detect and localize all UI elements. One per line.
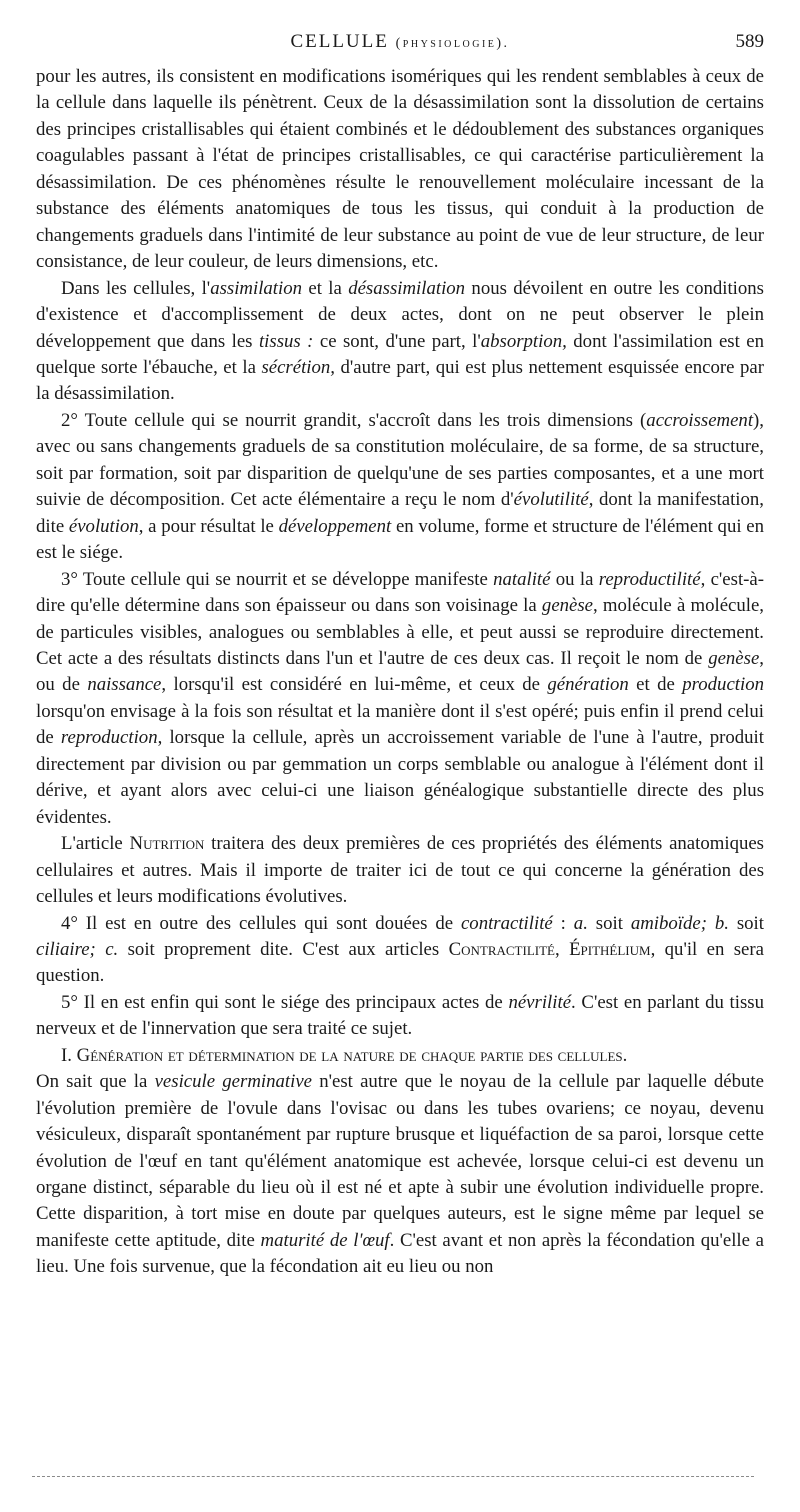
text-run: 4° Il est en outre des cellules qui sont douées de <box>61 912 461 934</box>
text-run: , lorsque la cellule, après un accroissement variable de l'une à l'autre, produit directement par division ou par gemmation un corps semblable ou analogue à l'élément dont il dérive, et ayant alors avec celui-ci une liaison généalogique substantielle directe des plus évidentes. <box>36 727 764 828</box>
text-run: Dans les cellules, l' <box>61 277 211 299</box>
italic-term: accroissement <box>646 409 754 431</box>
italic-term: b. <box>714 912 729 934</box>
text-run: I. <box>61 1044 77 1066</box>
text-run: soit proprement dite. C'est aux articles <box>118 938 449 960</box>
text-run: dont l'assimilation est en quelque sorte l'ébauche, et la <box>36 330 765 378</box>
text-run: , <box>554 938 570 960</box>
page-header <box>36 31 764 59</box>
text-run: , a pour résultat le <box>138 515 279 537</box>
small-caps-term: Génération et détermination de la nature de chaque partie des cellules. <box>76 1044 628 1066</box>
text-run: . C'est avant et non après la fécondation qu'elle a lieu. Une fois survenue, que la fécondation ait eu lieu ou non <box>36 1229 764 1278</box>
section-heading <box>36 1043 764 1069</box>
paragraph <box>36 831 764 910</box>
italic-term: évolutilité <box>513 489 589 511</box>
italic-term: c. <box>105 938 119 960</box>
italic-term: contractilité <box>460 912 553 934</box>
text-run: n'est autre que le noyau de la cellule par laquelle débute l'évolution première de l'ovule dans l'ovisac ou dans les tubes ovariens; ce noyau, devenu vésiculeux, disparaît spontanément par rupture brusque et liquéfaction de sa paroi, lorsque cette évolution de l'œuf en tant qu'élément anatomique est achevée, lorsque celui-ci est devenu un organe distinct, séparable du lieu où il est né et apte à subir une évolution individuelle propre. Cette disparition, à tort mise en doute par quelques auteurs, est le signe même par lequel se manifeste cette aptitude, dite <box>36 1071 764 1251</box>
italic-term: désassimilation <box>348 277 466 299</box>
page-number: 589 <box>735 31 764 52</box>
text-run: traitera des deux premières de ces propriétés des éléments anatomiques cellulaires et autres. Mais il importe de traiter ici de tout ce qui concerne la génération des cellules et leurs modifications évolutives. <box>36 833 764 908</box>
text-run: nous dévoilent en outre les conditions d'existence et d'accomplissement de deux actes, dont on ne peut observer le plein développement que dans les <box>36 277 764 352</box>
italic-term: génération <box>547 674 629 696</box>
paragraph <box>36 64 764 276</box>
paragraph <box>36 408 764 567</box>
text-run: ), avec ou sans changements graduels de sa constitution moléculaire, de sa forme, de sa structure, soit par formation, soit par disparition de quelqu'une de ses parties composantes, et a une mort suivie de décomposition. Cet acte élémentaire a reçu le nom d' <box>36 409 764 511</box>
running-head-title: CELLULE <box>290 31 389 52</box>
text-run: , qu'il en sera question. <box>36 938 764 987</box>
paragraph <box>36 1069 764 1281</box>
text-run: . C'est en parlant du tissu nerveux et de l'innervation que sera traité ce sujet. <box>36 991 765 1040</box>
text-run: lorsqu'on envisage à la fois son résultat et la manière dont il s'est opéré; puis enfin il prend celui de <box>36 700 764 749</box>
text-run: , ou de <box>36 647 764 696</box>
italic-term: production <box>682 674 764 696</box>
text-run: , dont la manifestation, dite <box>36 489 764 537</box>
text-run: , lorsqu'il est considéré en lui-même, et ceux de <box>161 674 548 696</box>
text-run: L'article <box>61 833 130 855</box>
italic-term: genèse <box>541 595 594 617</box>
italic-term: tissus : <box>258 330 314 352</box>
italic-term: absorption, <box>480 330 567 352</box>
italic-term: natalité <box>493 568 551 590</box>
body-text <box>36 64 764 1281</box>
italic-term: ciliaire; <box>36 938 96 960</box>
paragraph <box>36 990 764 1043</box>
running-head <box>36 31 764 53</box>
italic-term: amiboïde; <box>630 912 707 934</box>
text-run: et de <box>628 674 683 696</box>
italic-term: genèse <box>708 647 760 669</box>
text-run: 2° Toute cellule qui se nourrit grandit, s'accroît dans les trois dimensions ( <box>61 409 647 431</box>
text-run: pour les autres, ils consistent en modifications isomériques qui les rendent semblables à ceux de la cellule dans laquelle ils pénètrent. Ceux de la désassimilation sont la dissolution de certains des principes cristallisables qui étaient combinés et le dédoublement des substances organiques coagulables passant à l'état de principes cristallisables, ce qui caractérise particulièrement la désassimilation. De ces phénomènes résulte le renouvellement moléculaire incessant de la substance des éléments anatomiques de tous les tissus, qui conduit à la production de changements graduels dans l'intimité de leur substance au point de vue de leur structure, de leur consistance, de leur couleur, de leurs dimensions, etc. <box>36 66 764 273</box>
text-run: d'autre part, qui est plus nettement esquissée encore par la désassimilation. <box>36 356 764 405</box>
text-run <box>707 913 715 934</box>
italic-term: évolution <box>68 515 139 537</box>
paragraph <box>36 276 764 408</box>
small-caps-term: Épithélium <box>569 938 651 960</box>
italic-term: névrilité <box>508 991 572 1013</box>
text-run: soit <box>728 912 764 934</box>
text-run: On sait que la <box>36 1071 155 1093</box>
italic-term: maturité de l'œuf <box>260 1229 390 1251</box>
small-caps-term: Nutrition <box>129 833 205 855</box>
text-run: , molécule à molécule, de particules visibles, analogues ou semblables à elle, et peut aussi se reproduire directement. Cet acte a des résultats distincts dans l'un et l'autre de ces deux cas. Il reçoit le nom de <box>36 595 765 669</box>
text-run: : <box>552 912 574 934</box>
running-head-subtitle: (physiologie). <box>395 36 510 51</box>
italic-term: reproductilité <box>598 568 701 590</box>
paragraph <box>36 567 764 832</box>
text-run <box>96 939 105 960</box>
italic-term: naissance <box>87 674 162 696</box>
text-run: soit <box>587 912 631 934</box>
italic-term: vesicule germinative <box>154 1071 312 1093</box>
text-run: en volume, forme et structure de l'élément qui en est le siége. <box>36 515 764 564</box>
footer-rule <box>32 1476 754 1477</box>
italic-term: sécrétion, <box>261 356 335 378</box>
italic-term: développement <box>278 515 392 537</box>
text-run: ou la <box>550 568 599 590</box>
text-run: , c'est-à-dire qu'elle détermine dans son épaisseur ou dans son voisinage la <box>36 568 765 617</box>
italic-term: assimilation <box>210 277 303 299</box>
small-caps-term: Contractilité <box>448 938 555 960</box>
italic-term: a. <box>573 912 588 934</box>
italic-term: reproduction <box>60 727 158 749</box>
text-run: 5° Il en est enfin qui sont le siége des principaux actes de <box>61 991 509 1013</box>
paragraph <box>36 911 764 990</box>
text-run: 3° Toute cellule qui se nourrit et se développe manifeste <box>61 568 494 590</box>
text-run: et la <box>302 277 349 299</box>
text-run: ce sont, d'une part, l' <box>313 330 481 352</box>
